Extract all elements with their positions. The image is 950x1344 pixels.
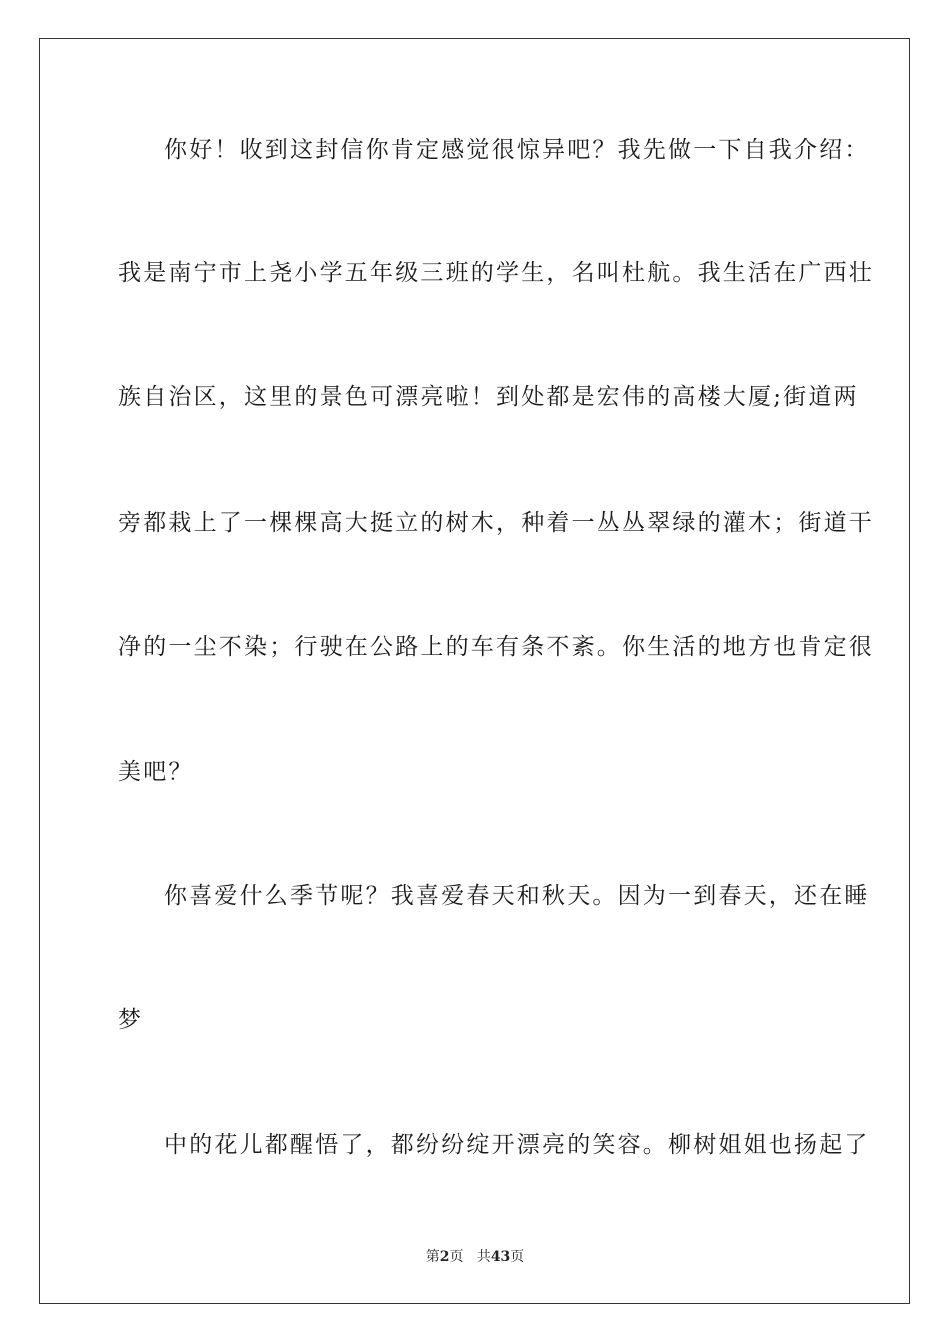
body-text-line: 梦 [118, 1007, 144, 1033]
body-text-line: 美吧？ [118, 759, 194, 785]
body-text-line: 净的一尘不染；行驶在公路上的车有条不紊。你生活的地方也肯定很 [118, 634, 874, 660]
body-text-line: 旁都栽上了一棵棵高大挺立的树木，种着一丛丛翠绿的灌木；街道干 [118, 510, 874, 536]
body-text-line: 族自治区，这里的景色可漂亮啦！到处都是宏伟的高楼大厦;街道两 [118, 384, 859, 410]
page-footer [0, 1247, 950, 1267]
body-text-line: 你好！收到这封信你肯定感觉很惊异吧？我先做一下自我介绍： [164, 137, 870, 163]
page-number: 2 [439, 1249, 450, 1265]
body-text-line: 我是南宁市上尧小学五年级三班的学生，名叫杜航。我生活在广西壮 [118, 260, 874, 286]
total-pages: 43 [490, 1249, 511, 1265]
body-text-line: 中的花儿都醒悟了，都纷纷绽开漂亮的笑容。柳树姐姐也扬起了 [164, 1132, 870, 1158]
page-prefix: 第 [425, 1249, 440, 1265]
body-text-line: 你喜爱什么季节呢？我喜爱春天和秋天。因为一到春天，还在睡 [164, 883, 870, 909]
total-prefix: 共 [476, 1249, 491, 1265]
page-suffix: 页 [449, 1249, 464, 1265]
page-border [39, 38, 910, 1304]
total-suffix: 页 [510, 1249, 525, 1265]
